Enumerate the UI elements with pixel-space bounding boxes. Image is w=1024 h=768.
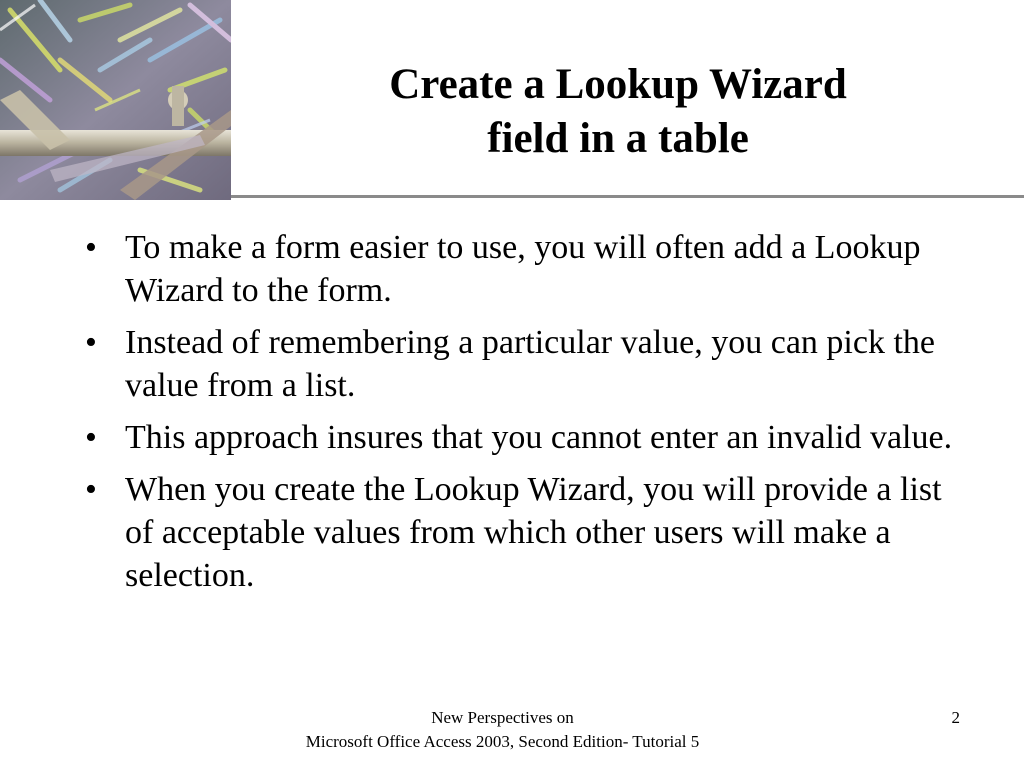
slide-title-line-1: Create a Lookup Wizard xyxy=(389,61,847,108)
bullet-marker: • xyxy=(85,229,97,266)
bullet-marker: • xyxy=(85,471,97,508)
footer-line-1: New Perspectives on xyxy=(431,708,574,727)
bullet-text: This approach insures that you cannot enter an invalid value. xyxy=(125,419,953,456)
bullet-marker: • xyxy=(85,324,97,361)
footer-line-2: Microsoft Office Access 2003, Second Edition- Tutorial 5 xyxy=(305,732,700,751)
decorative-corner-image xyxy=(0,0,231,200)
slide-title xyxy=(232,58,1004,166)
bullet-text: Instead of remembering a particular value, you can pick the value from a list. xyxy=(125,324,935,404)
bullet-item xyxy=(85,416,955,459)
bullet-item xyxy=(85,321,955,407)
slide-footer xyxy=(250,706,755,754)
header-divider xyxy=(231,195,1024,198)
slide-title-line-2: field in a table xyxy=(487,115,749,162)
bullet-text: To make a form easier to use, you will often add a Lookup Wizard to the form. xyxy=(125,229,921,309)
page-number: 2 xyxy=(951,708,960,727)
bullet-item xyxy=(85,226,955,312)
bullet-item xyxy=(85,468,955,597)
bullet-text: When you create the Lookup Wizard, you will provide a list of acceptable values from which other users will make a selection. xyxy=(125,471,942,594)
bullet-list xyxy=(85,226,955,606)
bullet-marker: • xyxy=(85,419,97,456)
